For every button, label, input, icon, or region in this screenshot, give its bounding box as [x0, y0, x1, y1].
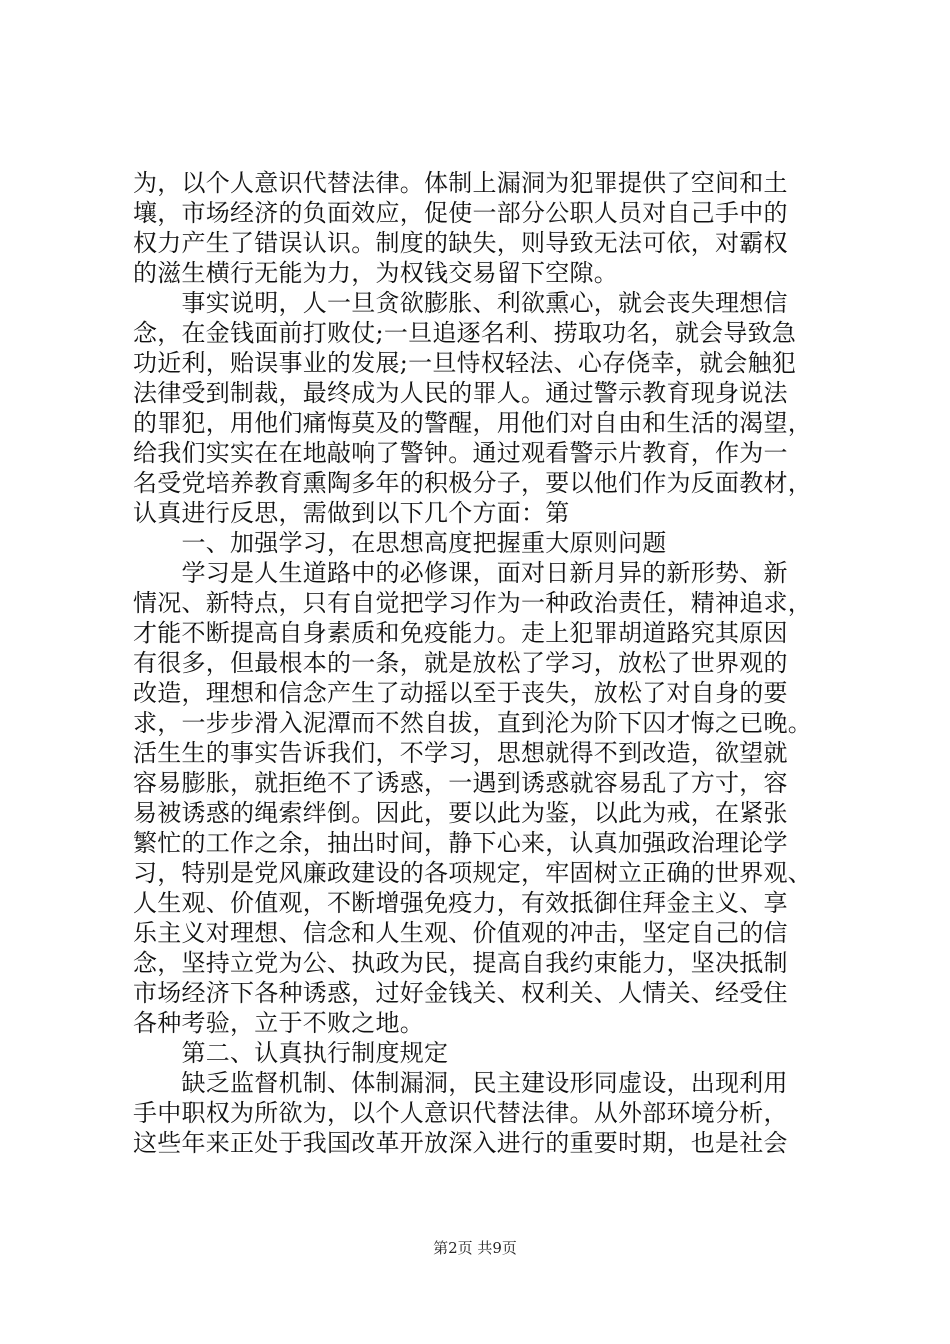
text-line: 市场经济下各种诱惑，过好金钱关、权利关、人情关、经受住 — [133, 979, 788, 1007]
text-line: 认真进行反思，需做到以下几个方面：第 — [133, 499, 570, 527]
text-line: 这些年来正处于我国改革开放深入进行的重要时期，也是社会 — [133, 1129, 788, 1157]
text-line: 才能不断提高自身素质和免疫能力。走上犯罪胡道路究其原因 — [133, 619, 788, 647]
text-line: 求，一步步滑入泥潭而不然自拔，直到沦为阶下囚才悔之已晚。 — [133, 709, 812, 737]
text-line: 缺乏监督机制、体制漏洞，民主建设形同虚设，出现利用 — [133, 1069, 788, 1097]
section-heading: 一、加强学习，在思想高度把握重大原则问题 — [133, 529, 667, 557]
text-line: 繁忙的工作之余，抽出时间，静下心来，认真加强政治理论学 — [133, 829, 788, 857]
text-line: 各种考验，立于不败之地。 — [133, 1009, 424, 1037]
text-line: 念，坚持立党为公、执政为民，提高自我约束能力，坚决抵制 — [133, 949, 788, 977]
text-line: 法律受到制裁，最终成为人民的罪人。通过警示教育现身说法 — [133, 379, 788, 407]
text-line: 情况、新特点，只有自觉把学习作为一种政治责任，精神追求， — [133, 589, 812, 617]
text-line: 的罪犯，用他们痛悔莫及的警醒，用他们对自由和生活的渴望， — [133, 409, 812, 437]
text-line: 手中职权为所欲为，以个人意识代替法律。从外部环境分析， — [133, 1099, 788, 1127]
text-line: 习，特别是党风廉政建设的各项规定，牢固树立正确的世界观、 — [133, 859, 812, 887]
text-line: 活生生的事实告诉我们，不学习，思想就得不到改造，欲望就 — [133, 739, 788, 767]
text-line: 为，以个人意识代替法律。体制上漏洞为犯罪提供了空间和土 — [133, 169, 788, 197]
text-line: 易被诱惑的绳索绊倒。因此，要以此为鉴，以此为戒，在紧张 — [133, 799, 788, 827]
body-text — [133, 168, 833, 1158]
page-number-footer: 第2页 共9页 — [433, 1239, 517, 1257]
text-line: 名受党培养教育熏陶多年的积极分子，要以他们作为反面教材， — [133, 469, 812, 497]
text-line: 的滋生横行无能为力，为权钱交易留下空隙。 — [133, 259, 618, 287]
text-line: 乐主义对理想、信念和人生观、价值观的冲击，坚定自己的信 — [133, 919, 788, 947]
text-line: 念，在金钱面前打败仗;一旦追逐名利、捞取功名，就会导致急 — [133, 319, 797, 347]
section-heading: 第二、认真执行制度规定 — [133, 1039, 449, 1067]
text-line: 有很多，但最根本的一条，就是放松了学习，放松了世界观的 — [133, 649, 788, 677]
text-line: 事实说明，人一旦贪欲膨胀、利欲熏心，就会丧失理想信 — [133, 289, 788, 317]
text-line: 学习是人生道路中的必修课，面对日新月异的新形势、新 — [133, 559, 788, 587]
text-line: 权力产生了错误认识。制度的缺失，则导致无法可依，对霸权 — [133, 229, 788, 257]
text-line: 容易膨胀，就拒绝不了诱惑，一遇到诱惑就容易乱了方寸，容 — [133, 769, 788, 797]
text-line: 给我们实实在在地敲响了警钟。通过观看警示片教育，作为一 — [133, 439, 788, 467]
text-line: 人生观、价值观，不断增强免疫力，有效抵御住拜金主义、享 — [133, 889, 788, 917]
text-line: 改造，理想和信念产生了动摇以至于丧失，放松了对自身的要 — [133, 679, 788, 707]
text-line: 功近利，贻误事业的发展;一旦恃权轻法、心存侥幸，就会触犯 — [133, 349, 797, 377]
text-line: 壤，市场经济的负面效应，促使一部分公职人员对自己手中的 — [133, 199, 788, 227]
